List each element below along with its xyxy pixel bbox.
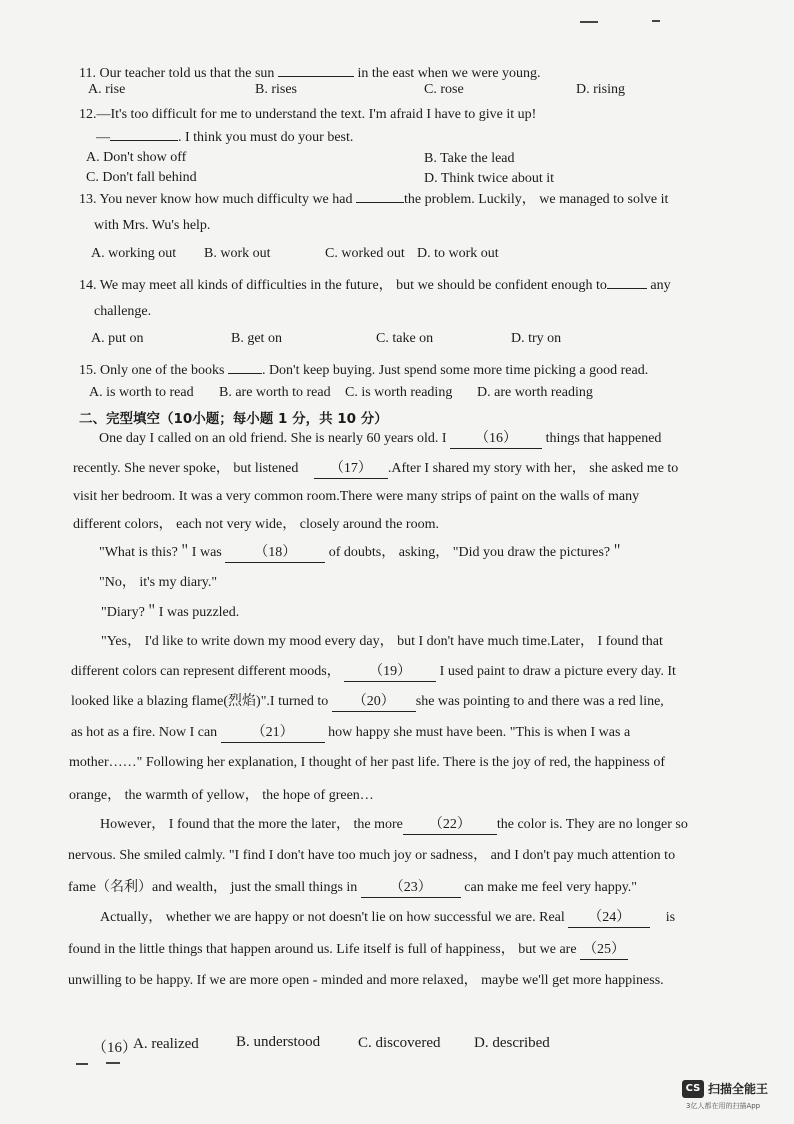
q15-blank <box>228 359 262 374</box>
question-15-stem <box>79 359 648 380</box>
q15-option-b: B. are worth to read <box>219 385 331 400</box>
q13-option-a: A. working out <box>91 246 177 261</box>
passage-text: things that happened <box>545 431 662 446</box>
q12-option-c: C. Don't fall behind <box>86 170 197 185</box>
passage-text: looked like a blazing flame(烈焰)".I turned to <box>71 694 329 709</box>
q16-option-b: B. understood <box>236 1034 321 1050</box>
q12-reply-end: . I think you must do your best. <box>178 130 354 145</box>
passage-text: Actually， whether we are happy or not doesn't lie on how successful we are. Real <box>100 910 565 925</box>
q14-option-c: C. take on <box>376 331 434 346</box>
q13-option-b: B. work out <box>204 246 271 261</box>
passage-line <box>99 430 661 449</box>
cloze-blank-20: （20） <box>332 693 416 712</box>
q15-option-d: D. are worth reading <box>477 385 593 400</box>
question-12-reply <box>96 126 353 147</box>
question-12-stem: 12.—It's too difficult for me to understand the text. I'm afraid I have to give it up! <box>79 107 537 122</box>
question-13-stem <box>79 188 668 209</box>
q13-blank <box>356 188 404 203</box>
q15-option-a: A. is worth to read <box>89 385 194 400</box>
passage-text: as hot as a fire. Now I can <box>71 725 218 740</box>
passage-text: One day I called on an old friend. She is nearly 60 years old. I <box>99 431 447 446</box>
q11-option-c: C. rose <box>424 82 464 97</box>
q16-number: （16） <box>92 1040 138 1056</box>
q13-option-d: D. to work out <box>417 246 499 261</box>
passage-line: visit her bedroom. It was a very common room.There were many strips of paint on the walls of many <box>73 489 640 504</box>
question-13-stem-cont: with Mrs. Wu's help. <box>94 218 211 233</box>
cloze-blank-19: （19） <box>344 663 436 682</box>
q12-reply-dash: — <box>96 130 110 145</box>
passage-text: I used paint to draw a picture every day. It <box>439 664 676 679</box>
scan-mark <box>76 1063 88 1065</box>
q11-option-a: A. rise <box>88 82 126 97</box>
passage-line <box>99 544 624 563</box>
watermark-tagline: 3亿人都在用的扫描App <box>686 1102 761 1110</box>
passage-text: found in the little things that happen around us. Life itself is full of happiness， but we are <box>68 942 577 957</box>
scan-mark <box>652 20 660 22</box>
q14-option-a: A. put on <box>91 331 144 346</box>
q13-option-c: C. worked out <box>325 246 405 261</box>
passage-line <box>73 460 678 479</box>
cloze-blank-24: （24） <box>568 909 650 928</box>
passage-text: recently. She never spoke， but listened <box>73 461 299 476</box>
q16-option-d: D. described <box>474 1035 550 1051</box>
passage-line <box>100 816 688 835</box>
scan-mark <box>580 21 598 23</box>
passage-line: "Diary?＂I was puzzled. <box>101 605 240 620</box>
passage-text: "What is this?＂I was <box>99 545 222 560</box>
q16-option-c: C. discovered <box>358 1035 441 1051</box>
cloze-blank-22: （22） <box>403 816 497 835</box>
q13-stem-end: the problem. Luckily， we managed to solve it <box>404 192 669 207</box>
q14-blank <box>607 274 647 289</box>
q14-option-b: B. get on <box>231 331 282 346</box>
passage-text: how happy she must have been. "This is when I was a <box>328 725 631 740</box>
q11-blank <box>278 62 354 77</box>
q11-option-d: D. rising <box>576 82 625 97</box>
passage-text: can make me feel very happy." <box>464 880 638 895</box>
q11-option-b: B. rises <box>255 82 297 97</box>
q11-stem-end: in the east when we were young. <box>357 66 541 81</box>
passage-line: orange， the warmth of yellow， the hope of green… <box>69 788 374 803</box>
passage-line: unwilling to be happy. If we are more open - minded and more relaxed， maybe we'll get more happiness. <box>68 973 664 988</box>
q15-stem-start: 15. Only one of the books <box>79 363 225 378</box>
passage-line: different colors， each not very wide， closely around the room. <box>73 517 439 532</box>
passage-text: fame（名利）and wealth， just the small things in <box>68 880 358 895</box>
passage-line <box>68 879 637 898</box>
q12-blank <box>110 126 178 141</box>
passage-line: nervous. She smiled calmly. "I find I don't have too much joy or sadness， and I don't pay much attention to <box>68 848 676 863</box>
passage-text: the color is. They are no longer so <box>496 817 688 832</box>
passage-text: .After I shared my story with her， she asked me to <box>387 461 679 476</box>
q15-stem-end: . Don't keep buying. Just spend some more time picking a good read. <box>261 363 649 378</box>
cloze-blank-16: （16） <box>450 430 542 449</box>
passage-line: mother……" Following her explanation, I thought of her past life. There is the joy of red, the happiness of <box>69 755 666 770</box>
cloze-blank-18: （18） <box>225 544 325 563</box>
cloze-blank-21: （21） <box>221 724 325 743</box>
passage-line: "No， it's my diary." <box>99 575 218 590</box>
passage-line <box>71 663 676 682</box>
passage-text: of doubts， asking， "Did you draw the pictures?＂ <box>328 545 625 560</box>
passage-line <box>100 909 675 928</box>
question-14-stem <box>79 274 671 295</box>
q11-stem-start: 11. Our teacher told us that the sun <box>79 66 275 81</box>
q14-option-d: D. try on <box>511 331 562 346</box>
question-14-stem-cont: challenge. <box>94 304 152 319</box>
q12-option-a: A. Don't show off <box>86 150 187 165</box>
watermark-app-name: 扫描全能王 <box>708 1082 769 1096</box>
cloze-blank-25: （25） <box>580 941 628 960</box>
passage-line <box>71 693 664 712</box>
passage-line <box>71 724 630 743</box>
q16-option-a: A. realized <box>133 1036 199 1052</box>
q12-option-b: B. Take the lead <box>424 151 515 166</box>
q14-stem-end: any <box>650 278 671 293</box>
camscanner-logo-icon: CS <box>682 1080 704 1098</box>
passage-text: different colors can represent different moods， <box>71 664 341 679</box>
passage-line <box>68 941 628 960</box>
q15-option-c: C. is worth reading <box>345 385 453 400</box>
section-2-heading: 二、完型填空（10小题；每小题 1 分，共 10 分） <box>79 411 388 427</box>
passage-line: "Yes， I'd like to write down my mood every day， but I don't have much time.Later， I found that <box>101 634 663 649</box>
passage-text: However， I found that the more the later， the more <box>100 817 403 832</box>
scan-mark <box>106 1062 120 1064</box>
q14-stem-start: 14. We may meet all kinds of difficulties in the future， but we should be confident enough to <box>79 278 607 293</box>
passage-text: is <box>665 910 676 925</box>
q13-stem-start: 13. You never know how much difficulty we had <box>79 192 353 207</box>
cloze-blank-17: （17） <box>314 460 388 479</box>
cloze-blank-23: （23） <box>361 879 461 898</box>
q12-option-d: D. Think twice about it <box>424 171 554 186</box>
question-11-stem <box>79 62 541 83</box>
passage-text: she was pointing to and there was a red line, <box>415 694 664 709</box>
